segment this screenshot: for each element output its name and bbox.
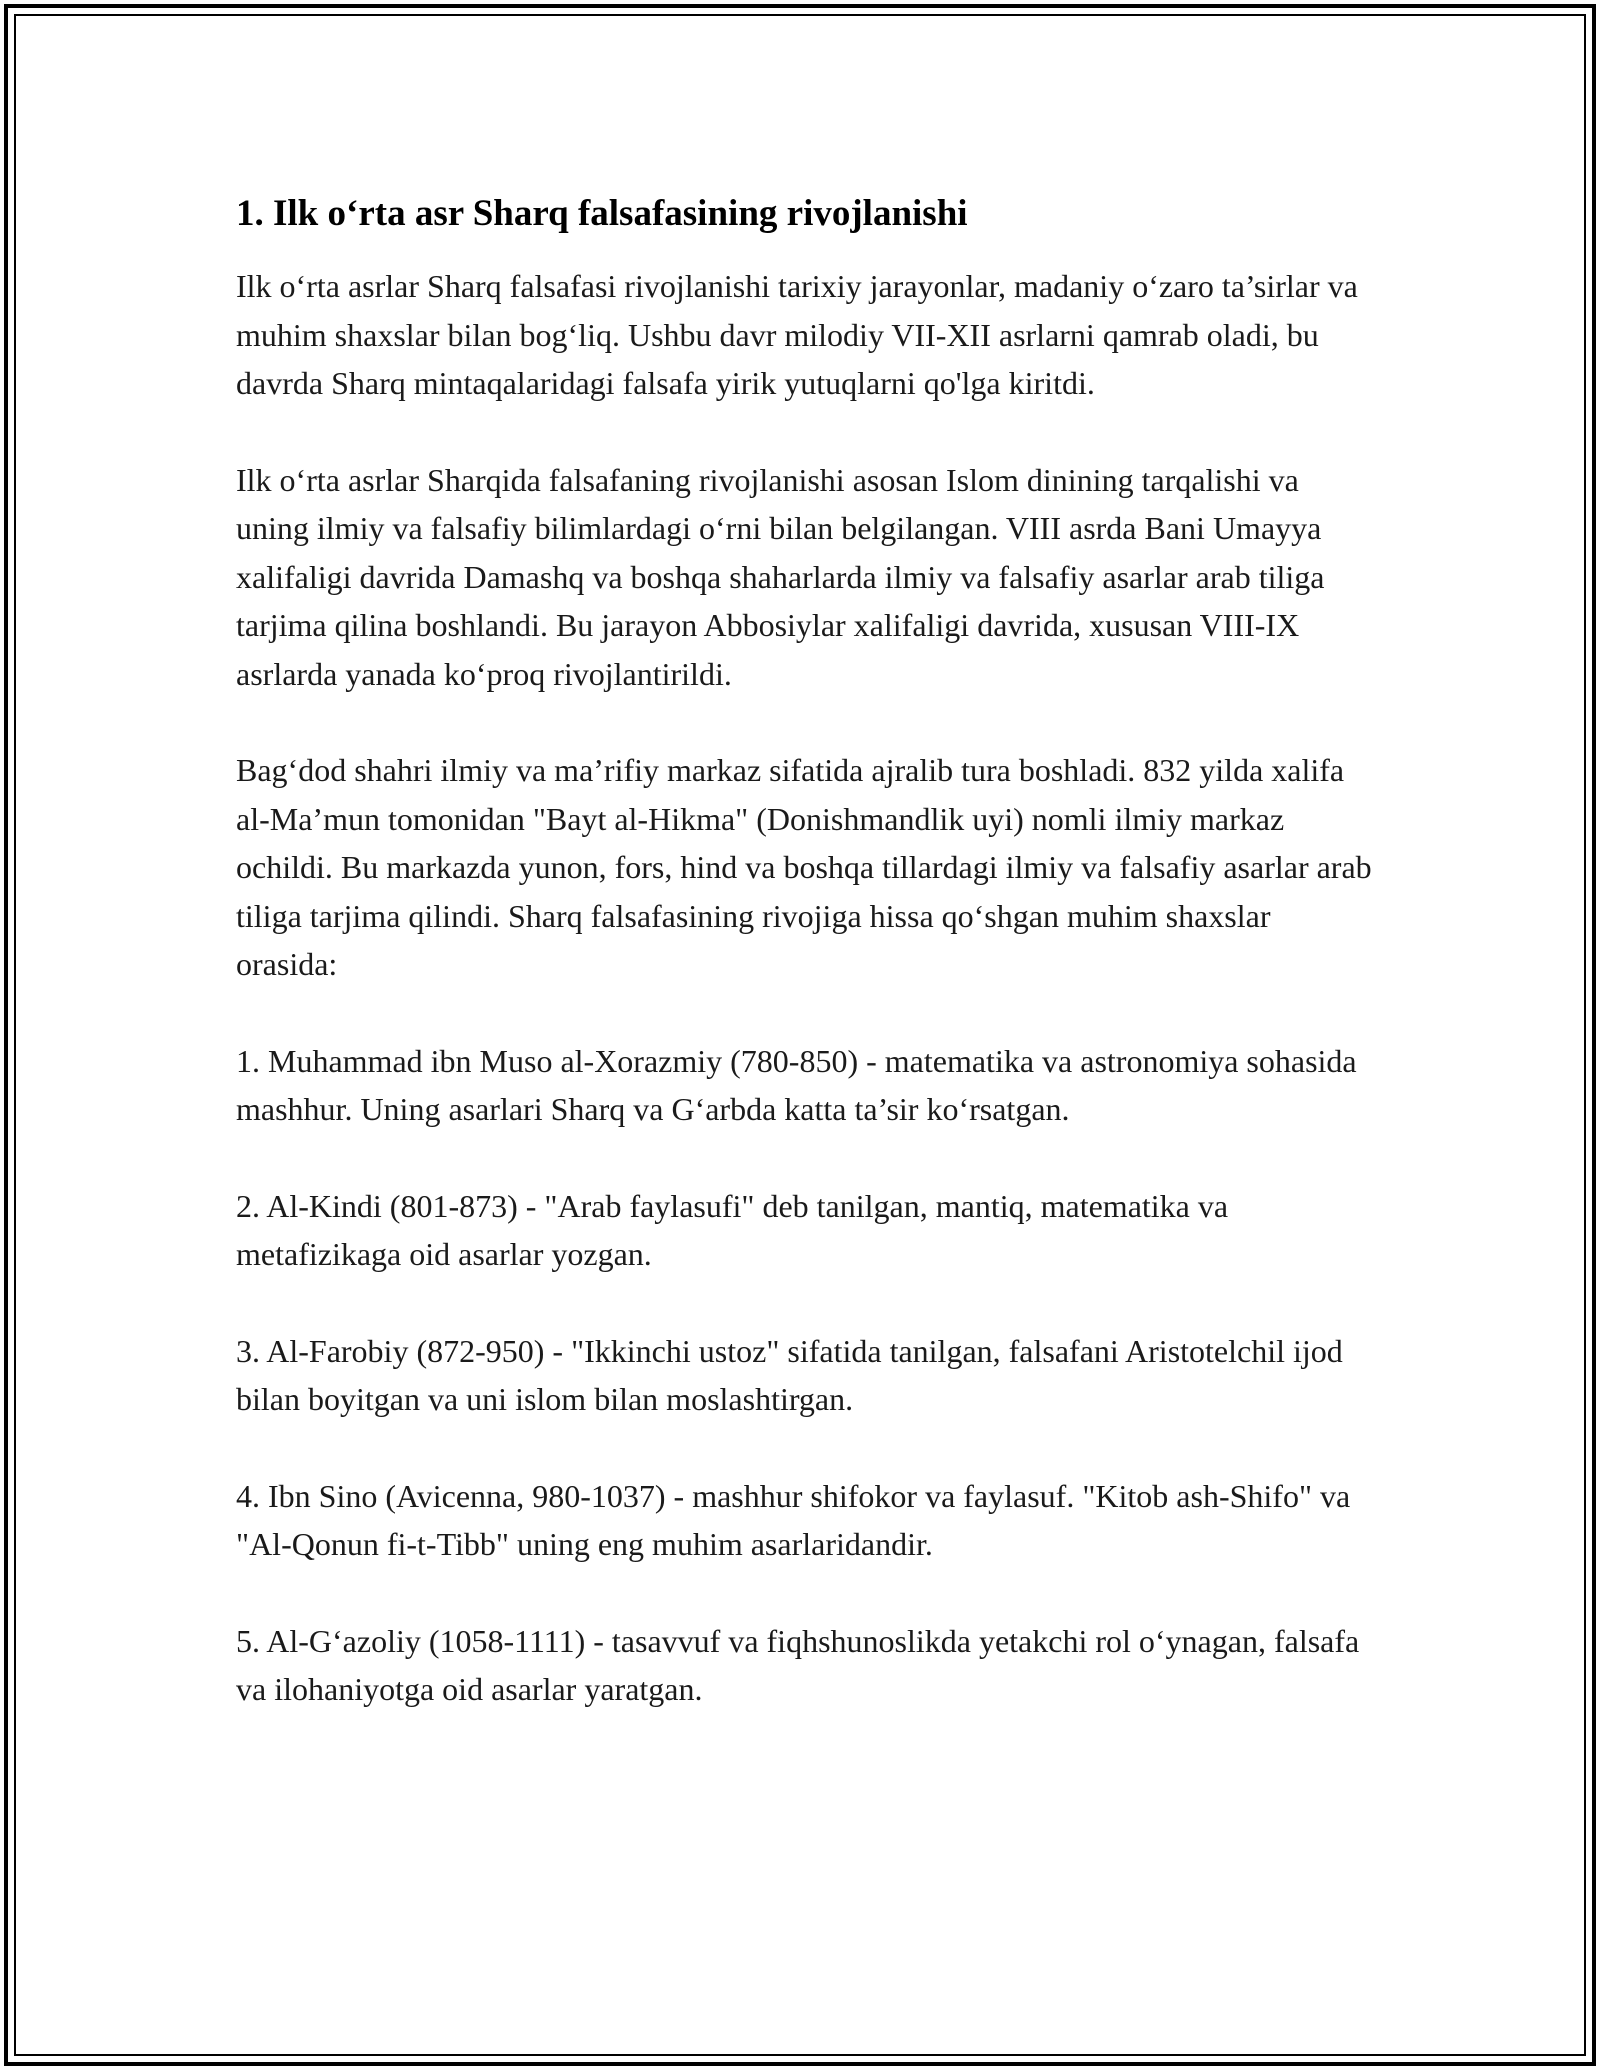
list-item-al-gazoliy: 5. Al-G‘azoliy (1058-1111) - tasavvuf va fiqhshunoslikda yetakchi rol o‘ynagan, falsafa va ilohaniyotga oid asarlar yaratgan.: [236, 1622, 1360, 1707]
intro-paragraph: Ilk o‘rta asrlar Sharq falsafasi rivojlanishi tarixiy jarayonlar, madaniy o‘zaro ta’sirlar va muhim shaxslar bilan bog‘liq. Ushbu davr milodiy VII-XII asrlarni qamrab oladi, bu davrda Sharq mintaqalaridagi falsafa yirik yutuqlarni qo'lga kiritdi.: [236, 268, 1358, 401]
islam-spread-paragraph: Ilk o‘rta asrlar Sharqida falsafaning rivojlanishi asosan Islom dinining tarqalishi va uning ilmiy va falsafiy bilimlardagi o‘rni bilan belgilangan. VIII asrda Bani Umayya xalifaligi davrida Damashq va boshqa shaharlarda ilmiy va falsafiy asarlar arab tiliga tarjima qilina boshlandi. Bu jarayon Abbosiylar xalifaligi davrida, xususan VIII-IX asrlarda yanada ko‘proq rivojlantirildi.: [236, 461, 1325, 692]
key-figures-list: [236, 1037, 1376, 1714]
list-item-al-kindi: 2. Al-Kindi (801-873) - "Arab faylasufi" deb tanilgan, mantiq, matematika va metafizikaga oid asarlar yozgan.: [236, 1187, 1229, 1272]
section-heading: 1. Ilk o‘rta asr Sharq falsafasining rivojlanishi: [236, 193, 968, 234]
document-body: [236, 188, 1376, 1714]
list-item-ibn-sino: 4. Ibn Sino (Avicenna, 980-1037) - mashhur shifokor va faylasuf. "Kitob ash-Shifo" va "Al-Qonun fi-t-Tibb" uning eng muhim asarlaridandir.: [236, 1477, 1351, 1562]
list-item-al-farobiy: 3. Al-Farobiy (872-950) - "Ikkinchi ustoz" sifatida tanilgan, falsafani Aristotelchil ijod bilan boyitgan va uni islom bilan moslashtirgan.: [236, 1332, 1343, 1417]
list-item-al-xorazmiy: 1. Muhammad ibn Muso al-Xorazmiy (780-850) - matematika va astronomiya sohasida mashhur. Uning asarlari Sharq va G‘arbda katta ta’sir ko‘rsatgan.: [236, 1042, 1357, 1127]
baghdad-paragraph: Bag‘dod shahri ilmiy va ma’rifiy markaz sifatida ajralib tura boshladi. 832 yilda xalifa al-Ma’mun tomonidan "Bayt al-Hikma" (Donishmandlik uyi) nomli ilmiy markaz ochildi. Bu markazda yunon, fors, hind va boshqa tillardagi ilmiy va falsafiy asarlar arab tiliga tarjima qilindi. Sharq falsafasining rivojiga hissa qo‘shgan muhim shaxslar orasida:: [236, 752, 1372, 982]
